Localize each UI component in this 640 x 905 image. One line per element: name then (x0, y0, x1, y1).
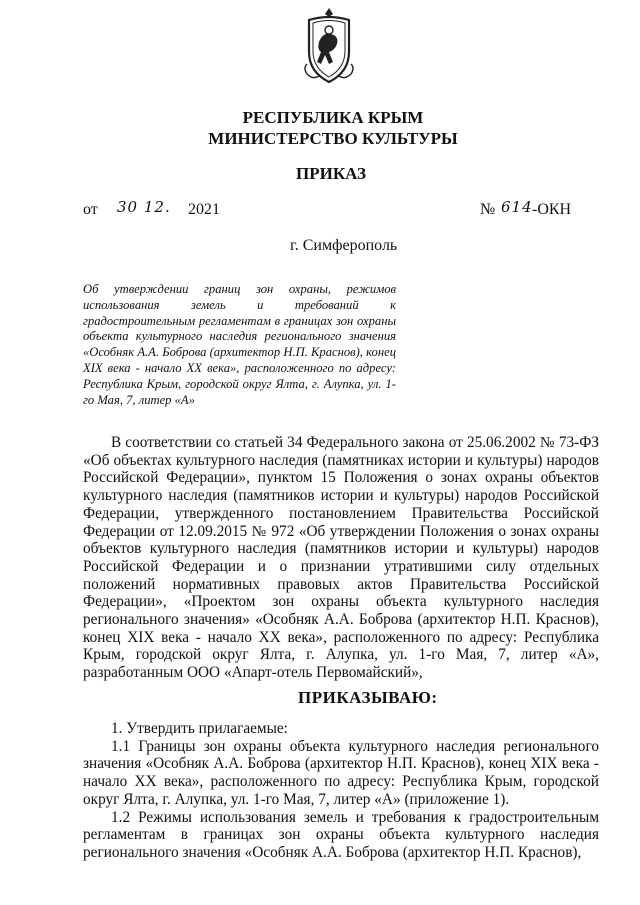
number-prefix: № (480, 201, 496, 218)
list-item: 1. Утвердить прилагаемые: (111, 720, 288, 737)
items-list (83, 720, 599, 862)
city-name: г. Симферополь (290, 237, 398, 254)
coat-of-arms-icon (301, 6, 357, 86)
date-prefix: от (83, 201, 98, 218)
document-title: Об утверждении границ зон охраны, режимов использования земель и требований к градостроительным регламентам в границах зон охраны объекта культурного наследия регионального значения «Особняк А.А. Боброва (архитектор Н.П. Краснов), конец XIX века - начало XX века», расположенного по адресу: Республика Крым, городской округ Ялта, г. Алупка, ул. 1-го Мая, 7, литер «А» (83, 282, 396, 407)
document-type-heading: ПРИКАЗ (296, 164, 366, 183)
date-handwritten: 30 12. (117, 198, 171, 216)
list-item: 1.2 Режимы использования земель и требования к градостроительным регламентам в границах зон охраны объекта культурного наследия регионального значения «Особняк А.А. Боброва (архитектор Н.П. Краснов), (83, 808, 599, 861)
preamble-paragraph: В соответствии со статьей 34 Федерального закона от 25.06.2002 № 73-ФЗ «Об объектах культурного наследия (памятниках истории и культуры) народов Российской Федерации», пунктом 15 Положения о зонах охраны объектов культурного наследия (памятников истории и культуры) народов Российской Федерации, утвержденного постановлением Правительства Российской Федерации от 12.09.2015 № 972 «Об утверждении Положения о зонах охраны объектов культурного наследия (памятников истории и культуры) народов Российской Федерации и о признании утратившими силу отдельных положений нормативных правовых актов Правительства Российской Федерации», «Проектом зон охраны объекта культурного наследия регионального значения» «Особняк А.А. Боброва (архитектор Н.П. Краснов), конец XIX века - начало XX века», расположенного по адресу: Республика Крым, городской округ Ялта, г. Алупка, ул. 1-го Мая, 7, литер «А», разработанным ООО «Апарт-отель Первомайский», (83, 434, 599, 682)
republic-heading: РЕСПУБЛИКА КРЫМ (242, 108, 424, 127)
order-heading: ПРИКАЗЫВАЮ: (298, 688, 438, 707)
date-year: 2021 (188, 201, 220, 218)
list-item: 1.1 Границы зон охраны объекта культурного наследия регионального значения «Особняк А.А. Боброва (архитектор Н.П. Краснов), конец XIX века - начало XX века», расположенного по адресу: Республика Крым, городской округ Ялта, г. Алупка, ул. 1-го Мая, 7, литер «А» (приложение 1). (83, 737, 599, 808)
number-handwritten: 614 (501, 198, 533, 216)
ministry-heading: МИНИСТЕРСТВО КУЛЬТУРЫ (208, 129, 458, 148)
number-suffix: -ОКН (532, 201, 572, 218)
